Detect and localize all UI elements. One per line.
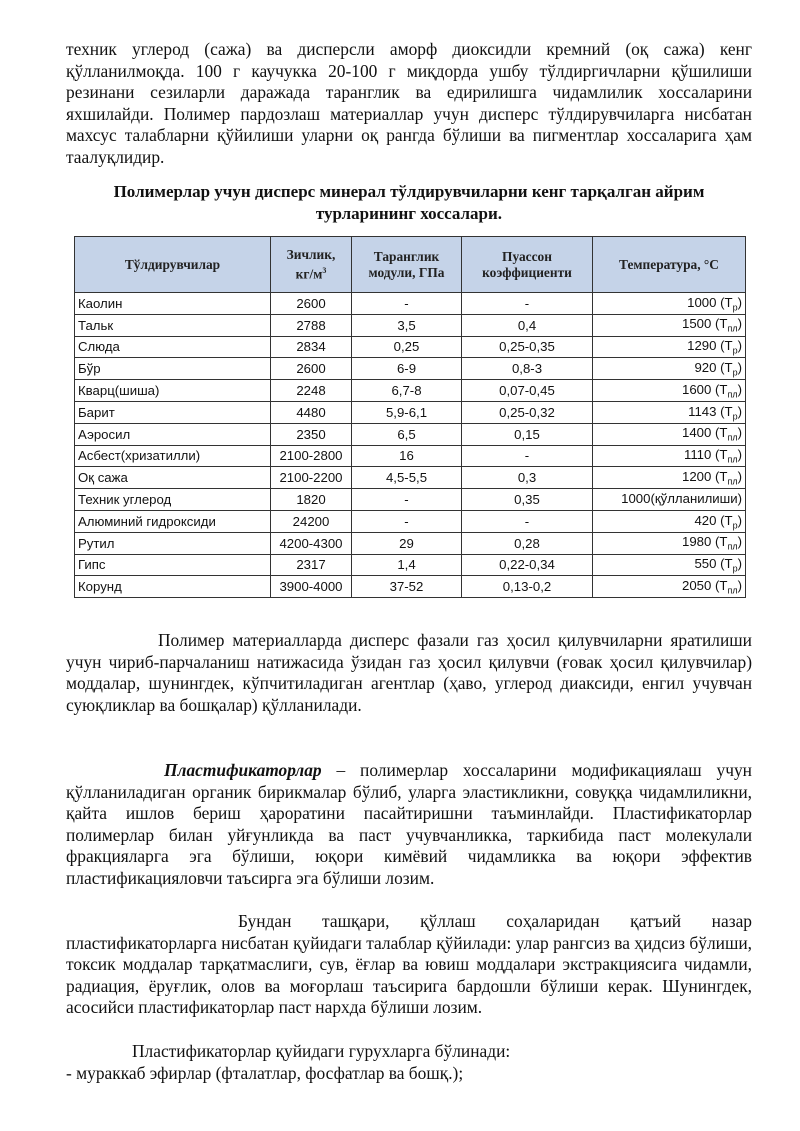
cell-filler-name: Асбест(хризатилли) — [75, 445, 271, 467]
temperature-close: ) — [737, 381, 742, 397]
table-row — [75, 532, 746, 554]
cell-filler-name: Барит — [75, 401, 271, 423]
cell-poisson: 0,8-3 — [462, 358, 593, 380]
cell-poisson: - — [462, 445, 593, 467]
cell-poisson: - — [462, 510, 593, 532]
cell-modulus: 6,5 — [352, 423, 462, 445]
cell-modulus: - — [352, 489, 462, 511]
cell-temperature — [593, 576, 746, 598]
temperature-type: р — [732, 345, 738, 356]
temperature-value: 920 (Т — [694, 359, 733, 375]
cell-temperature — [593, 336, 746, 358]
header-density — [271, 237, 352, 293]
temperature-value: 1980 (Т — [682, 534, 728, 550]
temperature-type: р — [732, 520, 738, 531]
table-row — [75, 576, 746, 598]
table-row — [75, 401, 746, 423]
header-density-label: Зичлик, — [286, 246, 336, 262]
temperature-type: р — [732, 411, 738, 422]
temperature-value: 1200 (Т — [682, 468, 728, 484]
header-temperature: Температура, °С — [593, 237, 746, 293]
table-row — [75, 336, 746, 358]
temperature-close: ) — [737, 556, 742, 572]
temperature-value: 1000(қўлланилиши) — [621, 490, 742, 506]
cell-filler-name: Тальк — [75, 314, 271, 336]
cell-poisson: 0,15 — [462, 423, 593, 445]
cell-density: 4480 — [271, 401, 352, 423]
cell-temperature — [593, 532, 746, 554]
temperature-type: р — [732, 563, 738, 574]
cell-poisson: 0,4 — [462, 314, 593, 336]
temperature-value: 550 (Т — [694, 556, 733, 572]
cell-density: 24200 — [271, 510, 352, 532]
cell-poisson: - — [462, 293, 593, 315]
cell-temperature — [593, 358, 746, 380]
cell-temperature — [593, 510, 746, 532]
table-row — [75, 423, 746, 445]
header-modulus: Таранглик модули, ГПа — [352, 237, 462, 293]
temperature-value: 1290 (Т — [687, 338, 733, 354]
cell-filler-name: Кварц(шиша) — [75, 380, 271, 402]
cell-modulus: 6,7-8 — [352, 380, 462, 402]
cell-temperature — [593, 314, 746, 336]
cell-poisson: 0,25-0,35 — [462, 336, 593, 358]
cell-filler-name: Алюминий гидроксиди — [75, 510, 271, 532]
cell-filler-name: Техник углерод — [75, 489, 271, 511]
gas-formers-paragraph: Полимер материалларда дисперс фазали газ ҳосил қилувчиларни яратилиши учун чириб-парчаланиш натижасида ўзидан газ ҳосил қилувчи (ғовак ҳосил қилувчилар) моддалар, шунингдек, кўпчитиладиган агентлар (ҳаво, углерод диаксиди, енгил учувчан суюқликлар ва бошқалар) қўлланилади. — [66, 630, 752, 715]
temperature-close: ) — [737, 316, 742, 332]
cell-temperature — [593, 445, 746, 467]
plasticizers-term: Пластификаторлар — [164, 760, 322, 780]
table-row — [75, 489, 746, 511]
table-row — [75, 293, 746, 315]
requirements-paragraph: Бундан ташқари, қўллаш соҳаларидан қатъий назар пластификаторларга нисбатан қуйидаги талаблар қўйилади: улар рангсиз ва ҳидсиз бўлиши, токсик моддалар тарқатмаслиги, сув, ёғлар ва ювиш моддалари экстракциясига чидамли, радиация, ёруғлик, олов ва моғорлаш таъсирига бардошли бўлиши керак. Шунингдек, асосийси пластификаторлар паст нархда бўлиши лозим. — [66, 911, 752, 1018]
table-row — [75, 554, 746, 576]
cell-density: 4200-4300 — [271, 532, 352, 554]
cell-modulus: 16 — [352, 445, 462, 467]
cell-filler-name: Слюда — [75, 336, 271, 358]
cell-density: 2350 — [271, 423, 352, 445]
temperature-type: пл — [727, 476, 738, 487]
table-row — [75, 467, 746, 489]
cell-temperature — [593, 380, 746, 402]
cell-filler-name: Бўр — [75, 358, 271, 380]
cell-density: 2248 — [271, 380, 352, 402]
table-row — [75, 358, 746, 380]
cell-modulus: 0,25 — [352, 336, 462, 358]
plasticizers-paragraph — [66, 760, 752, 890]
cell-temperature — [593, 401, 746, 423]
cell-density: 2600 — [271, 358, 352, 380]
cell-modulus: 6-9 — [352, 358, 462, 380]
temperature-close: ) — [737, 534, 742, 550]
temperature-type: пл — [727, 433, 738, 443]
temperature-type: р — [732, 367, 738, 378]
cell-poisson: 0,28 — [462, 532, 593, 554]
cell-poisson: 0,35 — [462, 489, 593, 511]
table-row — [75, 510, 746, 532]
cell-modulus: - — [352, 510, 462, 532]
temperature-type: пл — [727, 389, 738, 400]
cell-filler-name: Аэросил — [75, 423, 271, 445]
cell-temperature — [593, 293, 746, 315]
cell-modulus: 5,9-6,1 — [352, 401, 462, 423]
table-body — [75, 293, 746, 598]
cell-filler-name: Корунд — [75, 576, 271, 598]
temperature-close: ) — [737, 447, 742, 463]
cell-modulus: - — [352, 293, 462, 315]
cell-temperature — [593, 554, 746, 576]
cell-poisson: 0,3 — [462, 467, 593, 489]
temperature-close: ) — [737, 294, 742, 310]
temperature-close: ) — [737, 577, 742, 593]
temperature-close: ) — [737, 403, 742, 419]
temperature-value: 1500 (Т — [682, 316, 728, 332]
header-filler: Тўлдирувчилар — [75, 237, 271, 293]
temperature-type: пл — [727, 541, 738, 552]
cell-density: 2600 — [271, 293, 352, 315]
cell-density: 3900-4000 — [271, 576, 352, 598]
temperature-type: пл — [727, 454, 738, 465]
temperature-type: пл — [727, 324, 738, 335]
cell-modulus: 3,5 — [352, 314, 462, 336]
header-density-sup: 3 — [322, 265, 327, 275]
temperature-value: 1400 (Т — [682, 425, 728, 441]
temperature-type: пл — [727, 585, 738, 596]
cell-temperature — [593, 423, 746, 445]
cell-modulus: 37-52 — [352, 576, 462, 598]
temperature-value: 1600 (Т — [682, 381, 728, 397]
cell-filler-name: Оқ сажа — [75, 467, 271, 489]
cell-density: 1820 — [271, 489, 352, 511]
cell-filler-name: Гипс — [75, 554, 271, 576]
cell-density: 2317 — [271, 554, 352, 576]
list-item-esters: - мураккаб эфирлар (фталатлар, фосфатлар ва бошқ.); — [66, 1063, 464, 1083]
header-poisson: Пуассон коэффициенти — [462, 237, 593, 293]
temperature-value: 2050 (Т — [682, 577, 728, 593]
header-density-unit: кг/м — [295, 266, 323, 282]
cell-temperature — [593, 467, 746, 489]
cell-filler-name: Рутил — [75, 532, 271, 554]
temperature-close: ) — [737, 338, 742, 354]
temperature-value: 1000 (Т — [687, 294, 733, 310]
temperature-value: 1143 (Т — [688, 403, 733, 419]
cell-density: 2100-2200 — [271, 467, 352, 489]
fillers-properties-table — [74, 236, 746, 598]
plasticizers-definition: – полимерлар хоссаларини модификациялаш учун қўлланиладиган органик бирикмалар бўлиб, уларга эластикликни, совуққа чидамлиликни, қайта ишлов бериш ҳароратини пасайтиришни таъминлайди. Пластификаторлар полимерлар билан уйғунликда ва паст учувчанликка, таркибида паст молекулали фракцияларга эга бўлиши, юқори кимёвий чидамликка ва юқори эффектив пластификацияловчи таъсирга эга бўлиши лозим. — [66, 760, 752, 888]
cell-density: 2788 — [271, 314, 352, 336]
groups-intro: Пластификаторлар қуйидаги гурухларга бўлинади: — [132, 1041, 511, 1061]
cell-filler-name: Каолин — [75, 293, 271, 315]
table-row — [75, 380, 746, 402]
cell-modulus: 29 — [352, 532, 462, 554]
cell-poisson: 0,07-0,45 — [462, 380, 593, 402]
cell-temperature — [593, 489, 746, 511]
temperature-close: ) — [737, 359, 742, 375]
table-row — [75, 314, 746, 336]
table-caption: Полимерлар учун дисперс минерал тўлдирувчиларни кенг тарқалган айрим турларининг хоссалари. — [113, 182, 705, 223]
cell-density: 2100-2800 — [271, 445, 352, 467]
cell-poisson: 0,25-0,32 — [462, 401, 593, 423]
temperature-close: ) — [737, 468, 742, 484]
temperature-close: ) — [737, 425, 742, 441]
temperature-value: 420 (Т — [694, 512, 733, 528]
temperature-type: р — [732, 302, 738, 313]
cell-poisson: 0,22-0,34 — [462, 554, 593, 576]
cell-modulus: 1,4 — [352, 554, 462, 576]
intro-paragraph: техник углерод (сажа) ва дисперсли аморф диоксидли кремний (оқ сажа) кенг қўлланилмоқда. 100 г каучукка 20-100 г миқдорда ушбу тўлдиргичларни қўшилиши резинани сезиларли даражада таранглик ва едирилишга чидамлилик хоссаларини яхшилайди. Полимер пардозлаш материаллар учун дисперс тўлдирувчиларга нисбатан махсус талабларни қўйилиши уларни оқ рангда бўлиши ва пигментлар хоссаларига ҳам таалуқлидир. — [66, 39, 752, 167]
cell-density: 2834 — [271, 336, 352, 358]
temperature-close: ) — [737, 512, 742, 528]
cell-poisson: 0,13-0,2 — [462, 576, 593, 598]
temperature-value: 1110 (Т — [683, 447, 728, 463]
table-row — [75, 445, 746, 467]
table-header-row — [75, 237, 746, 293]
cell-modulus: 4,5-5,5 — [352, 467, 462, 489]
